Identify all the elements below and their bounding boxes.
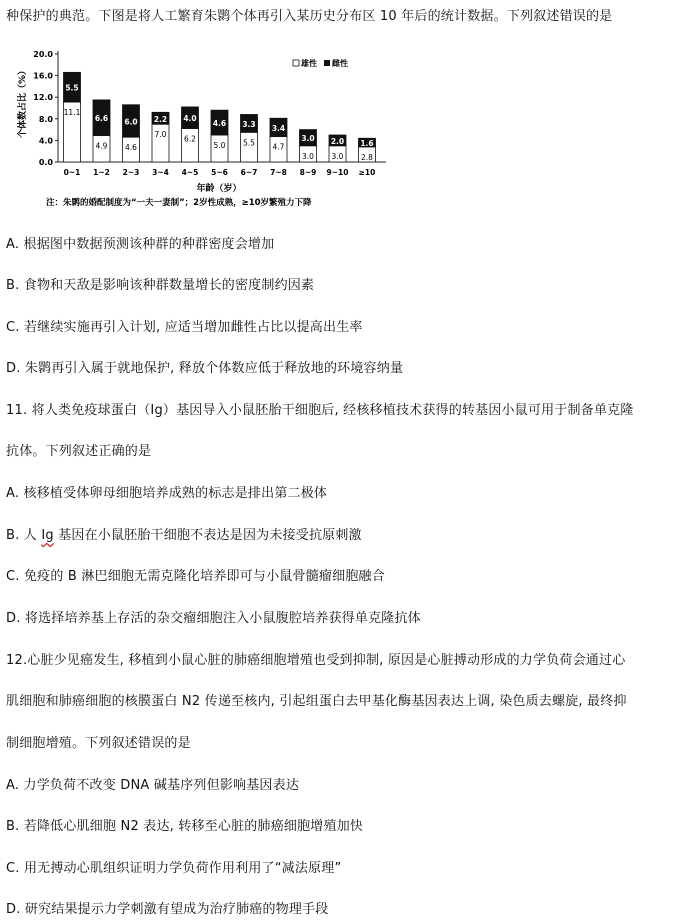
q12-option-c: C. 用无搏动心肌组织证明力学负荷作用利用了“减法原理” <box>6 861 342 876</box>
y-tick-label: 4.0 <box>38 136 53 146</box>
x-tick-label: 4~5 <box>181 168 199 177</box>
data-label-female: 3.0 <box>301 134 315 144</box>
data-label-female: 4.0 <box>183 114 197 124</box>
q12-stem-line-2: 肌细胞和肺癌细胞的核膜蛋白 N2 传递至核内, 引起组蛋白去甲基化酶基因表达上调, 染色质去螺旋, 最终抑 <box>6 694 627 709</box>
x-tick-label: 7~8 <box>270 168 287 177</box>
data-label-male: 3.0 <box>331 151 344 161</box>
q11-option-c: C. 免疫的 B 淋巴细胞无需克隆化培养即可与小鼠骨髓瘤细胞融合 <box>6 569 385 584</box>
q11-option-b-prefix: B. 人 <box>6 528 42 543</box>
q10-option-d: D. 朱鹮再引入属于就地保护, 释放个体数应低于释放地的环境容纳量 <box>6 361 404 376</box>
data-label-male: 2.8 <box>361 152 373 162</box>
data-label-female: 3.3 <box>242 119 256 129</box>
data-label-male: 5.0 <box>213 141 226 150</box>
data-label-female: 6.6 <box>94 114 109 124</box>
y-tick-label: 12.0 <box>33 93 53 103</box>
q12-option-d: D. 研究结果提示力学刺激有望成为治疗肺癌的物理手段 <box>6 902 329 917</box>
x-tick-label: 1~2 <box>93 168 110 177</box>
y-tick-label: 0.0 <box>38 158 53 167</box>
x-tick-label: 0~1 <box>63 168 81 177</box>
q12-stem-line-3: 制细胞增殖。下列叙述错误的是 <box>6 736 191 751</box>
q12-option-a: A. 力学负荷不改变 DNA 碱基序列但影响基因表达 <box>6 778 300 793</box>
x-tick-label: 3~4 <box>152 168 169 177</box>
q10-option-a: A. 根据图中数据预测该种群的种群密度会增加 <box>6 237 275 252</box>
legend-swatch-male <box>293 60 299 66</box>
q11-stem-line-1: 11. 将人类免疫球蛋白（Ig）基因导入小鼠胚胎干细胞后, 经核移植技术获得的转基因小鼠可用于制备单克隆 <box>6 403 634 418</box>
data-label-female: 3.4 <box>271 123 286 133</box>
x-tick-label: 2~3 <box>122 168 140 177</box>
data-label-male: 5.5 <box>243 138 255 148</box>
q11-option-b-rest: 基因在小鼠胚胎干细胞不表达是因为未接受抗原刺激 <box>53 528 362 543</box>
data-label-male: 4.7 <box>272 142 285 152</box>
q11-option-a: A. 核移植受体卵母细胞培养成熟的标志是排出第二极体 <box>6 486 328 501</box>
x-axis-label: 年龄（岁） <box>196 184 242 194</box>
data-label-female: 4.6 <box>212 119 227 129</box>
legend <box>293 58 348 68</box>
q10-option-c: C. 若继续实施再引入计划, 应适当增加雌性占比以提高出生率 <box>6 320 363 335</box>
y-tick-label: 20.0 <box>33 50 53 59</box>
chart-note: 注：朱鹮的婚配制度为“一夫一妻制”；2岁性成熟，≥10岁繁殖力下降 <box>46 198 312 208</box>
x-tick-label: 9~10 <box>326 168 349 177</box>
legend-swatch-female <box>324 60 330 66</box>
data-label-male: 7.0 <box>154 130 167 140</box>
y-axis-label: 个体数占比（%） <box>18 65 28 139</box>
y-tick-label: 16.0 <box>33 71 53 81</box>
q10-option-b: B. 食物和天敌是影响该种群数量增长的密度制约因素 <box>6 278 315 293</box>
legend-label-female: 雌性 <box>332 59 348 68</box>
data-label-female: 5.5 <box>65 83 79 93</box>
data-label-male: 3.0 <box>302 151 314 161</box>
data-label-female: 2.2 <box>153 114 168 124</box>
x-tick-label: 6~7 <box>240 168 258 177</box>
q12-stem-line-1: 12.心脏少见癌发生, 移植到小鼠心脏的肺癌细胞增殖也受到抑制, 原因是心脏搏动形成的力学负荷会通过心 <box>6 653 626 668</box>
x-tick-label: ≥10 <box>358 168 376 177</box>
q11-option-b <box>6 527 362 545</box>
data-label-male: 6.2 <box>184 134 196 144</box>
q12-option-b: B. 若降低心肌细胞 N2 表达, 转移至心脏的肺癌细胞增殖加快 <box>6 819 364 834</box>
x-tick-label: 8~9 <box>299 168 317 177</box>
data-label-female: 1.6 <box>360 139 374 149</box>
data-label-male: 11.1 <box>63 108 81 118</box>
age-structure-chart <box>14 40 394 215</box>
legend-label-male: 雄性 <box>301 59 317 68</box>
question-intro: 种保护的典范。下图是将人工繁育朱鹮个体再引入某历史分布区 10 年后的统计数据。下列叙述错误的是 <box>6 9 613 24</box>
ig-term: Ig <box>41 528 54 543</box>
q11-option-d: D. 将选择培养基上存活的杂交瘤细胞注入小鼠腹腔培养获得单克隆抗体 <box>6 611 421 626</box>
data-label-female: 2.0 <box>330 136 345 146</box>
x-tick-label: 5~6 <box>211 168 228 177</box>
data-label-male: 4.9 <box>95 141 108 151</box>
y-tick-label: 8.0 <box>38 114 53 124</box>
q11-stem-line-2: 抗体。下列叙述正确的是 <box>6 444 152 459</box>
data-label-male: 4.6 <box>125 143 137 153</box>
data-label-female: 6.0 <box>124 117 138 127</box>
